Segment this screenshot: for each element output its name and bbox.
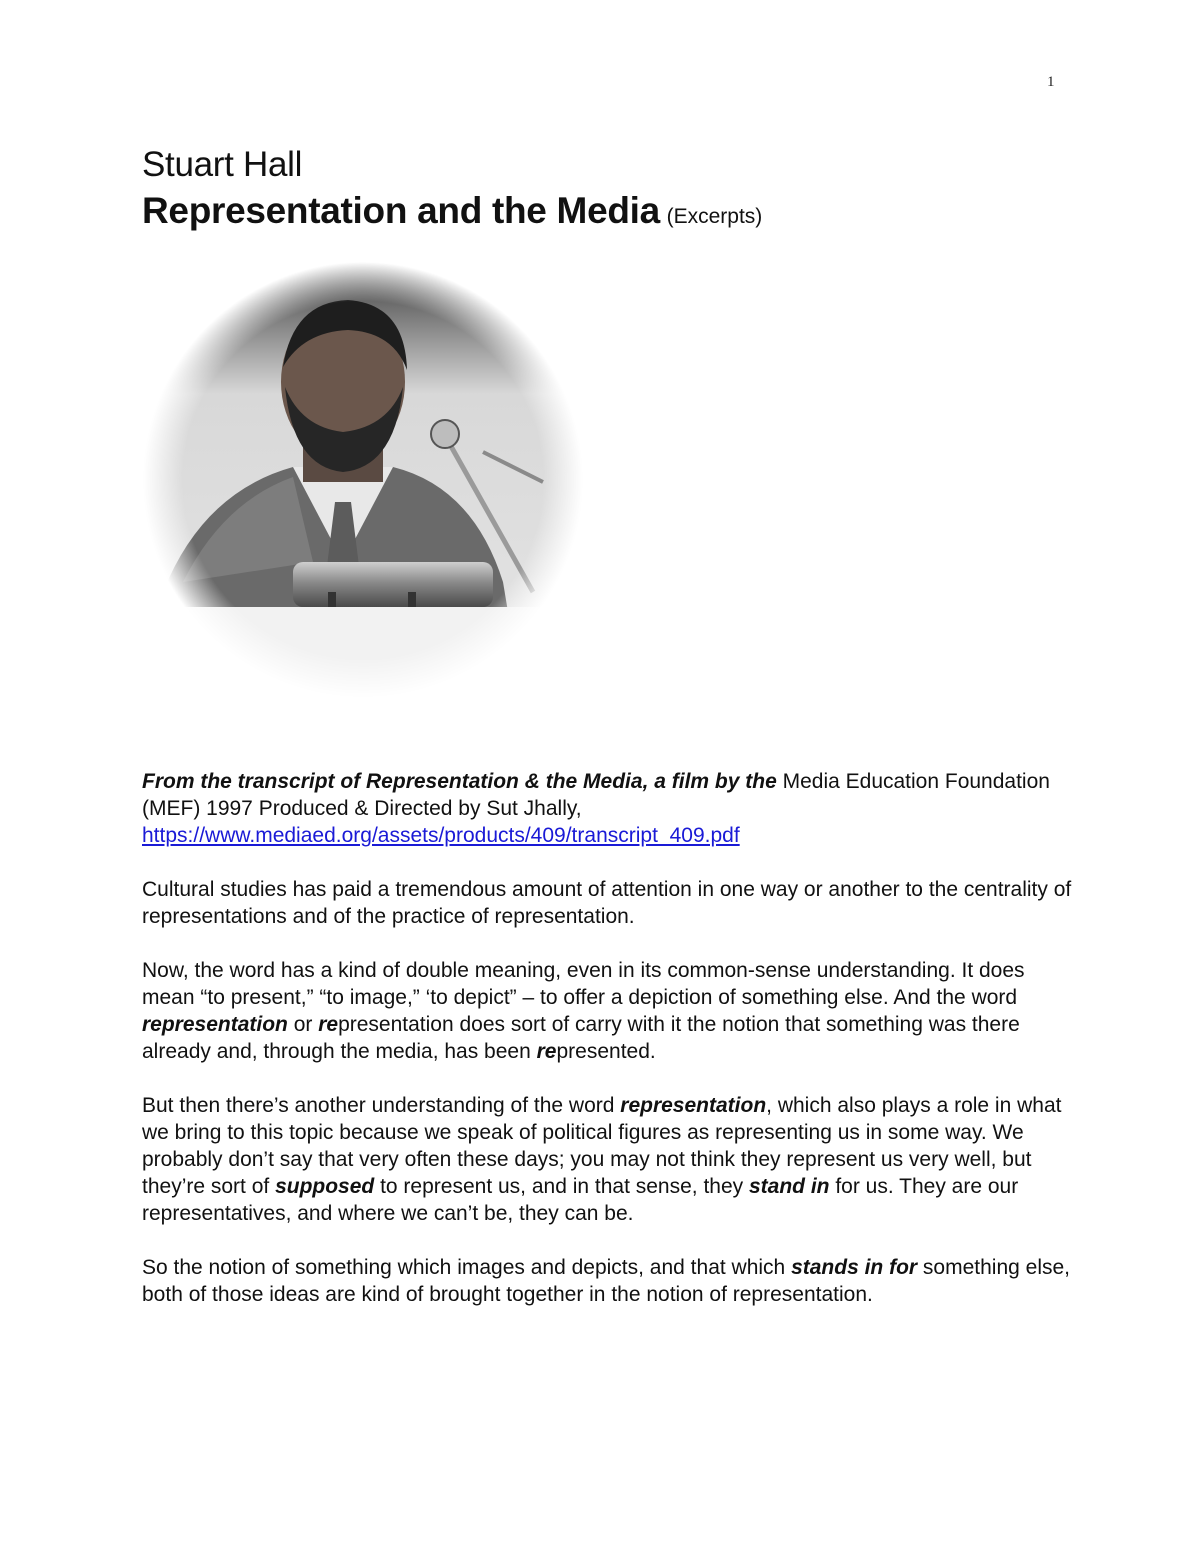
text-run: Now, the word has a kind of double meaning, even in its common-sense understanding. It does mean “to present,” “to image,” ‘to depict” – to offer a depiction of something else. And the word — [142, 959, 1025, 1009]
emphasis: re — [318, 1013, 339, 1036]
title-subtitle: (Excerpts) — [666, 205, 763, 228]
text-run: for us. They are our representatives, and where we can’t be, they can be. — [142, 1175, 1019, 1225]
text-run: presentation does sort of carry with it the notion that something was there already and, through the media, has been — [142, 1013, 1020, 1063]
paragraph — [142, 1092, 1072, 1227]
text-run: or — [287, 1013, 319, 1036]
source-text: Media Education Foundation (MEF) 1997 Produced & Directed by Sut Jhally, — [142, 770, 1050, 820]
document-body — [142, 768, 1072, 1335]
text-run: But then there’s another understanding of the word — [142, 1094, 621, 1117]
emphasis: representation — [620, 1094, 767, 1117]
emphasis: re — [536, 1040, 557, 1063]
emphasis: stand in — [748, 1175, 830, 1198]
page-title — [142, 190, 762, 232]
page-number: 1 — [1047, 74, 1055, 90]
paragraph — [142, 957, 1072, 1065]
portrait-photo — [143, 262, 583, 702]
text-run: , which also plays a role in what we bring to this topic because we speak of political figures as representing us in some way. We probably don’t say that very often these days; you may not think they represent us very well, but they’re sort of — [142, 1094, 1062, 1198]
paragraph: Cultural studies has paid a tremendous amount of attention in one way or another to the centrality of representations and of the practice of representation. — [142, 878, 1072, 928]
emphasis: supposed — [275, 1175, 375, 1198]
source-italic: From the transcript of Representation & the Media, a film by the — [142, 770, 777, 793]
author-name: Stuart Hall — [142, 145, 303, 184]
title-main: Representation and the Media — [142, 190, 660, 231]
paragraph — [142, 1254, 1072, 1308]
source-citation — [142, 768, 1072, 849]
emphasis: stands in for — [791, 1256, 918, 1279]
text-run: presented. — [556, 1040, 656, 1063]
emphasis: representation — [142, 1013, 288, 1036]
text-run: to represent us, and in that sense, they — [374, 1175, 749, 1198]
text-run: So the notion of something which images and depicts, and that which — [142, 1256, 792, 1279]
transcript-link[interactable]: https://www.mediaed.org/assets/products/409/transcript_409.pdf — [142, 824, 740, 847]
text-run: something else, both of those ideas are kind of brought together in the notion of representation. — [142, 1256, 1070, 1306]
